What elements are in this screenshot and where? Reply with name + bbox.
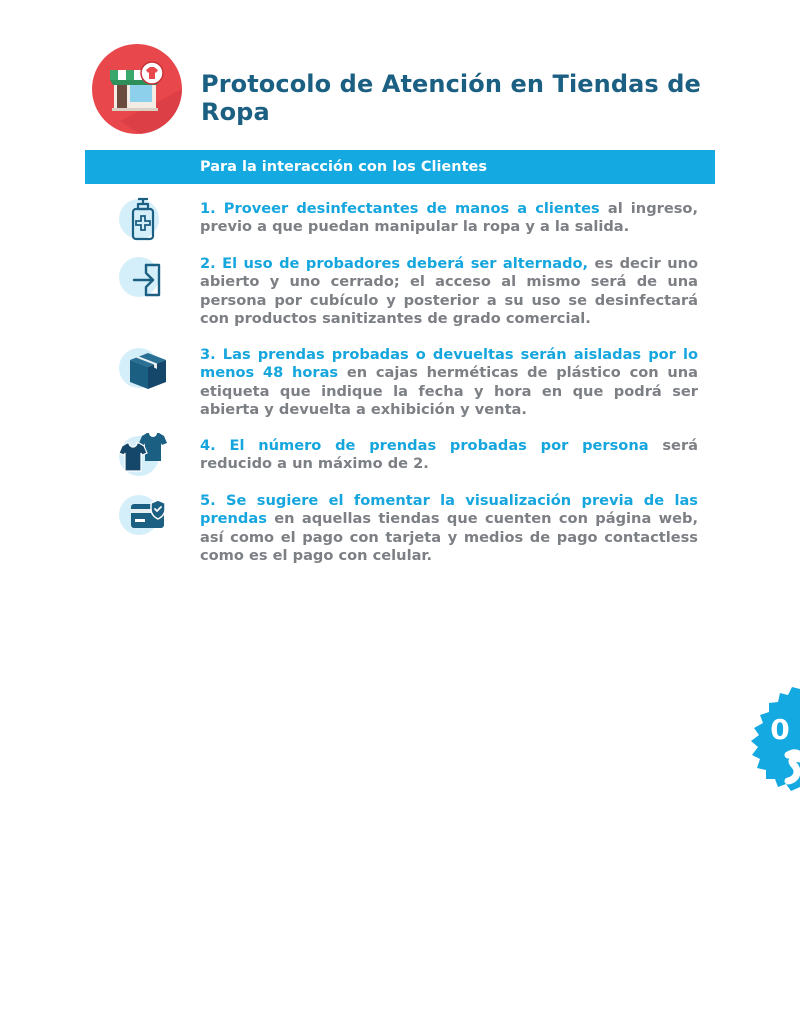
- section-header: [85, 150, 715, 184]
- item-text: en cajas herméticas de plástico con una etiqueta que indique la fecha y hora en que podrá ser abierta y devuelta a exhibición y venta.: [200, 364, 698, 419]
- list-item: [200, 255, 698, 329]
- item-highlight: 1. Proveer desinfectantes de manos a clientes: [200, 200, 600, 217]
- box-icon: [116, 345, 170, 391]
- list-item: [200, 346, 698, 420]
- clothing-store-icon: [90, 42, 184, 136]
- page-title: Protocolo de Atención en Tiendas de Ropa: [201, 70, 701, 126]
- item-text: al ingreso, previo a que puedan manipular la ropa y a la salida.: [200, 200, 698, 236]
- list-item: [200, 200, 698, 237]
- item-highlight: 2. El uso de probadores deberá ser alternado,: [200, 255, 589, 272]
- card-payment-icon: [116, 492, 170, 538]
- item-text: será reducido a un máximo de 2.: [200, 437, 698, 473]
- item-highlight: 4. El número de prendas probadas por persona: [200, 437, 649, 454]
- hand-sanitizer-icon: [116, 196, 170, 242]
- item-text: en aquellas tiendas que cuenten con página web, así como el pago con tarjeta y medios de pago contactless como es el pago con celular.: [200, 510, 698, 565]
- section-title: Para la interacción con los Clientes: [200, 159, 487, 175]
- item-text: es decir uno abierto y uno cerrado; el acceso al mismo será de una persona por cubículo y posterior a su uso se desinfectará con productos sanitizantes de grado comercial.: [200, 255, 699, 328]
- badge-text: 0: [770, 713, 790, 746]
- badge-icon: [748, 685, 800, 791]
- list-item: [200, 492, 698, 566]
- item-highlight: 5. Se sugiere el fomentar la visualización previa de las prendas: [200, 492, 698, 528]
- list-item: [200, 437, 698, 474]
- t-shirts-icon: [116, 430, 170, 476]
- fitting-room-icon: [116, 254, 170, 300]
- item-highlight: 3. Las prendas probadas o devueltas serán aisladas por lo menos 48 horas: [200, 346, 698, 382]
